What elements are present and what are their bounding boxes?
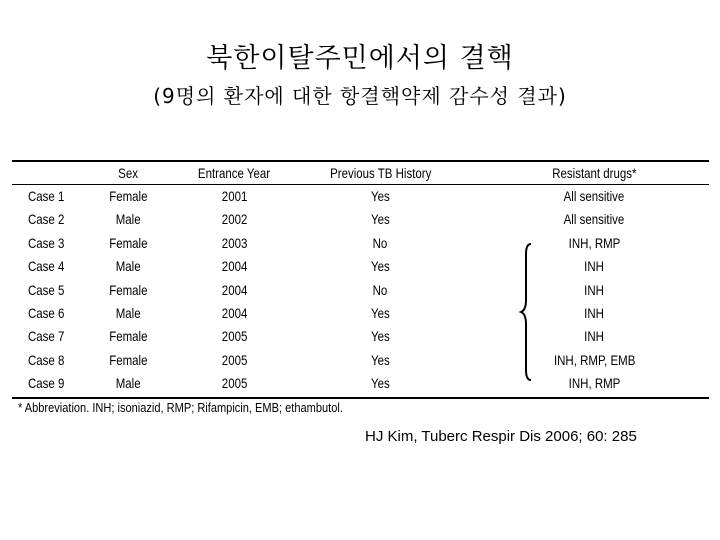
table-bottom-rule [12,397,709,399]
cell-entrance-year: 2003 [221,234,247,251]
cell-sex: Female [108,328,147,345]
cell-resistant-drugs: All sensitive [563,188,625,204]
cell-entrance-year: 2005 [221,351,247,368]
slide-subtitle: (9명의 환자에 대한 항결핵약제 감수성 결과) [153,84,567,108]
cell-resistant-drugs: All sensitive [563,211,625,228]
cell-resistant-drugs: INH, RMP, EMB [553,351,635,368]
cell-resistant-drugs: INH [584,305,604,321]
cell-entrance-year: 2001 [221,188,247,204]
cell-entrance-year: 2002 [221,211,247,228]
cell-resistant-drugs: INH [584,258,604,275]
cell-previous-tb-history: No [372,234,388,251]
cell-resistant-drugs: INH, RMP [568,375,620,392]
cell-sex: Female [108,351,147,368]
cell-case: Case 3 [28,234,65,251]
header-resistant-drugs: Resistant drugs* [551,165,636,181]
cell-entrance-year: 2005 [221,328,247,345]
cell-entrance-year: 2004 [221,258,247,275]
cell-case: Case 6 [28,305,65,321]
cell-case: Case 4 [28,258,65,275]
header-previous-tb-history: Previous TB History [329,165,431,181]
cell-previous-tb-history: Yes [370,188,390,204]
cell-resistant-drugs: INH [584,328,604,345]
cell-sex: Male [115,305,141,321]
cell-sex: Male [115,211,141,228]
cell-entrance-year: 2005 [221,375,247,392]
cell-case: Case 9 [28,375,65,392]
cell-case: Case 1 [28,188,65,204]
cell-case: Case 8 [28,351,65,368]
cell-case: Case 7 [28,328,65,345]
cell-previous-tb-history: Yes [370,211,390,228]
cell-sex: Female [108,281,147,298]
grouping-brace-icon [518,242,534,382]
citation: HJ Kim, Tuberc Respir Dis 2006; 60: 285 [365,428,637,445]
header-entrance-year: Entrance Year [197,165,271,181]
cell-previous-tb-history: Yes [370,258,390,275]
slide-title: 북한이탈주민에서의 결핵 [206,43,514,74]
cell-previous-tb-history: Yes [370,375,390,392]
cell-sex: Male [115,375,141,392]
cell-entrance-year: 2004 [221,281,247,298]
cell-entrance-year: 2004 [221,305,247,321]
cell-resistant-drugs: INH, RMP [568,234,620,251]
cell-case: Case 5 [28,281,65,298]
table-header-rule [12,184,709,185]
cell-previous-tb-history: Yes [370,305,390,321]
abbreviation-footnote: * Abbreviation. INH; isoniazid, RMP; Rifampicin, EMB; ethambutol. [18,400,343,415]
cell-previous-tb-history: Yes [370,351,390,368]
cell-case: Case 2 [28,211,65,228]
cell-resistant-drugs: INH [584,281,604,298]
cell-sex: Female [108,234,147,251]
header-sex: Sex [118,165,138,181]
cell-previous-tb-history: Yes [370,328,390,345]
table-top-rule [12,160,709,162]
cell-sex: Female [108,188,147,204]
cell-sex: Male [115,258,141,275]
cell-previous-tb-history: No [372,281,388,298]
